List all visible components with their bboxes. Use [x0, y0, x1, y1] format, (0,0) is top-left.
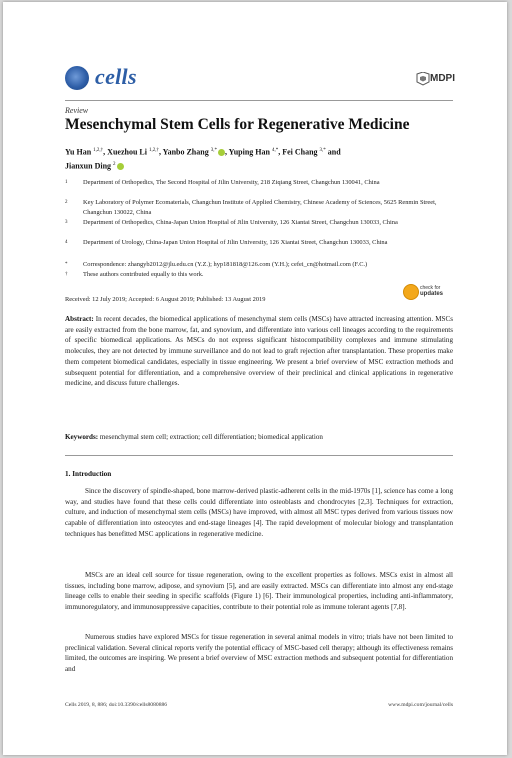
abstract-label: Abstract: [65, 315, 94, 323]
author-affiliation-marks: 2 [113, 161, 116, 167]
body-paragraph: Since the discovery of spindle-shaped, bone marrow-derived plastic-adherent cells in the mid-1970s [1], science has come a long way, and studies have found that these cells could differentiate into osteoblasts and chondrocytes [2,3]. Techniques for extraction, culture, and induction of mesenchymal stem cells (MSCs) have improved, with almost all MSC types derived from various tissues now capable of differentiation into osteocytes and end-stage lineages [4]. The rapid development of molecular biology and transplantation techniques has benefitted MSC applications in regenerative medicine. [65, 487, 453, 538]
affiliation-number: 4 [65, 240, 68, 245]
abstract [65, 314, 453, 389]
body-paragraph: Numerous studies have explored MSCs for tissue regeneration in several animal models in vitro; trials have not been limited to preclinical validation. Several clinical reports verify the potential efficacy of MSC-based cell therapy; although its effectiveness remains limited, the outcomes are inspiring. We present a brief overview of MSC extraction methods and subsequent potential for differentiation and [65, 633, 453, 674]
affiliation-number: 1 [65, 180, 68, 185]
affiliation-item [65, 238, 453, 258]
affiliation-item [65, 178, 453, 198]
body-paragraph: MSCs are an ideal cell source for tissue regeneration, owing to the excellent properties as follows. MSCs exist in almost all tissues, including bone marrow, adipose, and synovium [5], and are easily extracted. MSCs can differentiate into almost any end-stage lineage cells to enable their seeding in specific scaffolds (Figure 1) [6]. Their immunological properties, including anti-inflammatory, immunoregulatory, and immunosuppressive capacities, contribute to their potential role as immune tolerant agents [7,8]. [65, 571, 453, 612]
publication-dates: Received: 12 July 2019; Accepted: 6 August 2019; Published: 13 August 2019 [65, 296, 266, 303]
check-updates-label [420, 285, 443, 297]
correspondence-item [65, 260, 453, 270]
paper-page [3, 2, 507, 755]
section-heading: 1. Introduction [65, 470, 112, 478]
affiliation-number: 2 [65, 200, 68, 205]
check-updates-line2: updates [420, 291, 444, 297]
affiliation-text: Department of Orthopedics, The Second Hospital of Jilin University, 218 Ziqiang Street, Changchun 130041, China [83, 179, 380, 186]
affiliation-number: * [65, 262, 68, 267]
check-updates-icon [403, 284, 419, 300]
author-affiliation-marks: 1,2,† [93, 148, 104, 153]
check-for-updates-badge[interactable] [403, 284, 447, 302]
affiliation-item [65, 218, 453, 238]
author-name: Fei Chang [282, 147, 318, 157]
journal-logo-icon [65, 66, 89, 90]
author-affiliation-marks: 3,* [319, 148, 326, 153]
author-affiliation-marks: 3,* [210, 148, 217, 153]
footer-citation: Cells 2019, 8, 886; doi:10.3390/cells8080886 [65, 702, 168, 708]
affiliation-text: Department of Orthopedics, China-Japan Union Hospital of Jilin University, 126 Xiantai Street, Changchun 130033, China [83, 219, 398, 226]
mdpi-logo [415, 72, 455, 93]
article-title: Mesenchymal Stem Cells for Regenerative Medicine [65, 116, 410, 133]
author-affiliation-marks: 4,* [271, 148, 279, 153]
journal-name: cells [95, 64, 137, 89]
equal-contribution-text: These authors contributed equally to this work. [83, 271, 204, 278]
orcid-icon[interactable] [117, 163, 124, 170]
author-name: Jianxun Ding [65, 161, 112, 171]
author-affiliation-marks: 1,2,† [148, 148, 159, 153]
affiliation-text: Department of Urology, China-Japan Union Hospital of Jilin University, 126 Xiantai Street, Changchun 130033, China [83, 239, 388, 246]
article-type: Review [65, 106, 89, 115]
author-conjunction: and [327, 147, 341, 157]
affiliation-item [65, 198, 453, 218]
header-divider [65, 100, 453, 101]
equal-contribution-note [65, 270, 453, 280]
author-name: Yu Han [65, 147, 92, 157]
keywords-label: Keywords: [65, 433, 99, 441]
affiliation-text: Key Laboratory of Polymer Ecomaterials, Changchun Institute of Applied Chemistry, Chinese Academy of Sciences, 5625 Renmin Street, Changchun 130022, China [83, 199, 437, 216]
keywords [65, 432, 453, 443]
orcid-icon[interactable] [218, 149, 225, 156]
abstract-text: In recent decades, the biomedical applications of mesenchymal stem cells (MSCs) have attracted increasing attention. MSCs are easily extracted from the bone marrow, fat, and synovium, and differentiate into various cell lineages according to the requirements of specific biomedical applications. As MSCs do not express significant histocompatibility complexes and immune stimulating molecules, they are not detected by immune surveillance and do not lead to graft rejection after transplantation. These properties make them competent biomedical candidates, especially in tissue engineering. We present a brief overview of MSC extraction methods and subsequent potential for differentiation, and a comprehensive overview of their preclinical and clinical applications in regenerative medicine, and discuss future challenges. [65, 315, 453, 388]
check-updates-line1: check for [420, 285, 441, 291]
correspondence-text[interactable]: Correspondence: zhangyb2012@jlu.edu.cn (Y.Z.); hyp181818@126.com (Y.H.); cefei_cn@hotmail.com (F.C.) [83, 261, 368, 268]
affiliation-number: † [65, 272, 68, 277]
publisher-name: MDPI [430, 73, 455, 84]
abstract-divider [65, 455, 453, 456]
affiliation-number: 3 [65, 220, 68, 225]
author-name: Yanbo Zhang [162, 147, 209, 157]
author-list: Yu Han $^{1,2,\dagger}$, Xuezhou Li $^{1,2,\dagger}$, Yanbo Zhang $^{3,*}$ , Yuping Han $^{4,*}$, Fei Chang $^{3,*}$ and Jianxun Ding $^2$ [65, 147, 341, 171]
author-name: Yuping Han [228, 147, 270, 157]
keywords-text: mesenchymal stem cell; extraction; cell differentiation; biomedical application [99, 433, 323, 441]
footer-url[interactable]: www.mdpi.com/journal/cells [388, 702, 453, 708]
author-name: Xuezhou Li [107, 147, 147, 157]
page-footer [65, 702, 453, 708]
